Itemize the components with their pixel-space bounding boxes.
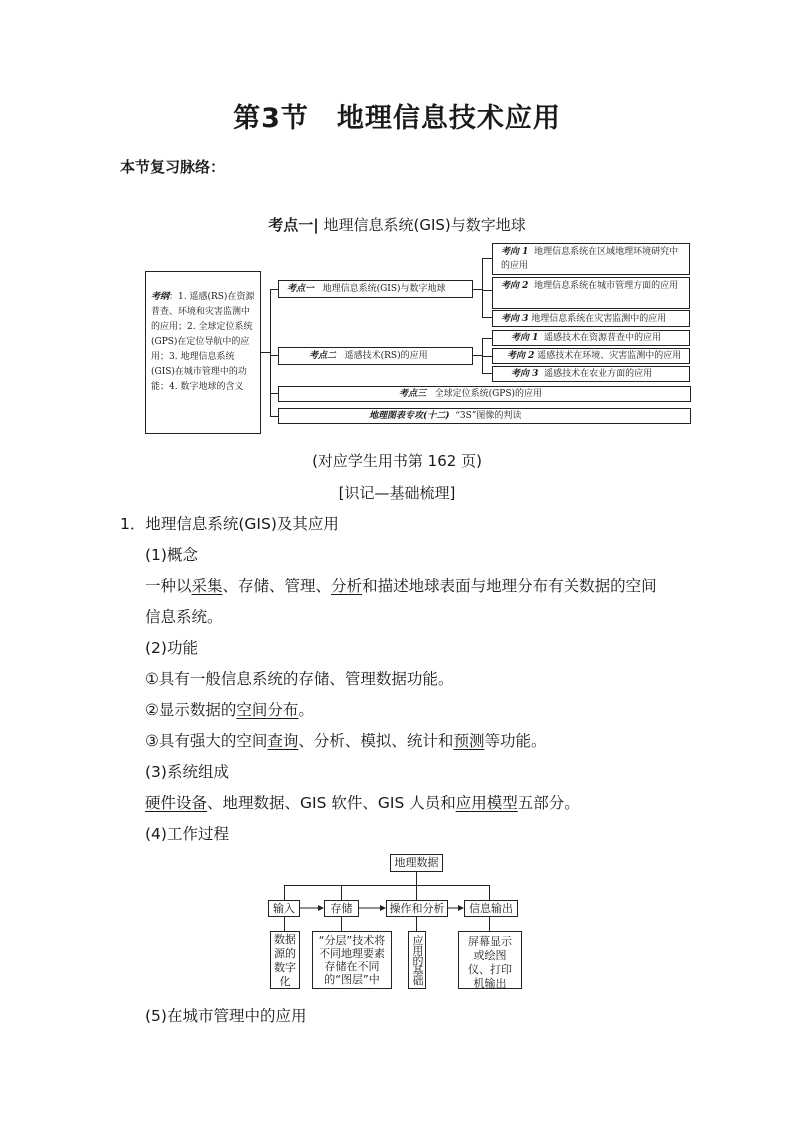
flow-top: 地理数据 [390, 854, 443, 872]
outline-label: 考纲 [151, 292, 170, 302]
s2-a: ①具有一般信息系统的存储、管理数据功能。 [145, 670, 454, 688]
flow-ops: 操作和分析 [386, 900, 448, 917]
k2-tag: 考点二 [309, 351, 337, 361]
s1-line2: 信息系统。 [145, 608, 223, 626]
answer-blank: 分析 [331, 577, 363, 595]
connector [416, 872, 417, 885]
k1-item-2: 考向 2 地理信息系统在城市管理方面的应用 [492, 277, 690, 309]
s3-title: (3)系统组成 [145, 763, 229, 781]
k4-tag: 地理图表专攻(十二) [369, 411, 450, 421]
connector [284, 885, 285, 900]
page-reference: (对应学生用书第 162 页) [312, 452, 482, 470]
k3-box [278, 386, 691, 402]
answer-blank: 应用模型 [455, 794, 518, 812]
s3-line: 硬件设备、地理数据、GIS 软件、GIS 人员和应用模型五部分。 [145, 794, 580, 812]
connector [482, 290, 492, 291]
outline-box: 考纲：1. 遥感(RS)在资源普查、环境和灾害监测中的应用；2. 全球定位系统(GPS)在定位导航中的应用；3. 地理信息系统(GIS)在城市管理中的功能；4. 数字地球的含义 [145, 271, 261, 434]
connector [482, 258, 483, 318]
k4-box [278, 408, 691, 424]
flow-detail-store: “分层”技术将不同地理要素存储在不同的“图层”中 [312, 931, 392, 989]
k2-item-3: 考向 3 遥感技术在农业方面的应用 [492, 366, 690, 382]
answer-blank: 硬件设备 [145, 794, 208, 812]
flow-input: 输入 [268, 900, 300, 917]
k2-box [278, 347, 473, 365]
connector [284, 917, 285, 931]
k3-text: 全球定位系统(GPS)的应用 [434, 389, 543, 399]
flow-detail-output: 屏幕显示或绘图仪、打印机输出 [458, 931, 522, 989]
answer-blank: 查询 [267, 732, 299, 750]
connector [270, 289, 271, 417]
answer-blank: 采集 [191, 577, 223, 595]
connector [482, 338, 492, 339]
heading-text: 地理信息系统(GIS)与数字地球 [323, 216, 526, 234]
k2-item-2: 考向 2 遥感技术在环境、灾害监测中的应用 [492, 348, 690, 364]
connector [270, 355, 278, 356]
connector [270, 289, 278, 290]
answer-blank: 预测 [453, 732, 485, 750]
flow-output: 信息输出 [464, 900, 518, 917]
k2-text: 遥感技术(RS)的应用 [344, 351, 428, 361]
connector [341, 885, 342, 900]
arrow-right-icon [359, 903, 386, 913]
flow-detail-ops: 应用的基础 [408, 931, 426, 989]
page-title: 第3节 地理信息技术应用 [233, 103, 561, 134]
heading-prefix: 考点一| [268, 216, 319, 234]
subheading: [识记—基础梳理] [338, 484, 456, 502]
connector [341, 917, 342, 931]
concept-map-heading [0, 214, 794, 235]
k1-item-3: 考向 3 地理信息系统在灾害监测中的应用 [492, 310, 690, 327]
connector [489, 917, 490, 931]
connector [416, 917, 417, 931]
outline-text: 1. 遥感(RS)在资源普查、环境和灾害监测中的应用；2. 全球定位系统(GPS)在定位导航中的应用；3. 地理信息系统(GIS)在城市管理中的功能；4. 数字地球的含义 [151, 292, 255, 392]
section-1-title: 1．地理信息系统(GIS)及其应用 [120, 515, 339, 533]
connector [270, 416, 278, 417]
connector [489, 885, 490, 900]
s2-title: (2)功能 [145, 639, 198, 657]
arrow-right-icon [300, 903, 324, 913]
k3-tag: 考点三 [399, 389, 427, 399]
connector [482, 356, 492, 357]
connector [482, 258, 492, 259]
connector [270, 393, 278, 394]
s2-b: ②显示数据的空间分布。 [145, 701, 314, 719]
connector [482, 317, 492, 318]
s1-title: (1)概念 [145, 546, 198, 564]
s2-c: ③具有强大的空间查询、分析、模拟、统计和预测等功能。 [145, 732, 547, 750]
s4-title: (4)工作过程 [145, 825, 229, 843]
connector [482, 373, 492, 374]
k1-box [278, 280, 473, 298]
connector [284, 885, 490, 886]
s5-title: (5)在城市管理中的应用 [145, 1007, 307, 1025]
answer-blank: 空间分布 [236, 701, 299, 719]
k2-item-1: 考向 1 遥感技术在资源普查中的应用 [492, 330, 690, 346]
k1-item-1: 考向 1 地理信息系统在区域地理环境研究中的应用 [492, 243, 690, 275]
review-label: 本节复习脉络： [120, 158, 226, 176]
k1-text: 地理信息系统(GIS)与数字地球 [322, 284, 446, 294]
flow-detail-input: 数据源的数字化 [270, 931, 300, 989]
k1-tag: 考点一 [287, 284, 315, 294]
s1-line1: 一种以采集、存储、管理、分析和描述地球表面与地理分布有关数据的空间 [145, 577, 657, 595]
connector [416, 885, 417, 900]
arrow-right-icon [448, 903, 464, 913]
flow-store: 存储 [324, 900, 359, 917]
k4-text: “3S”图像的判读 [455, 411, 522, 421]
